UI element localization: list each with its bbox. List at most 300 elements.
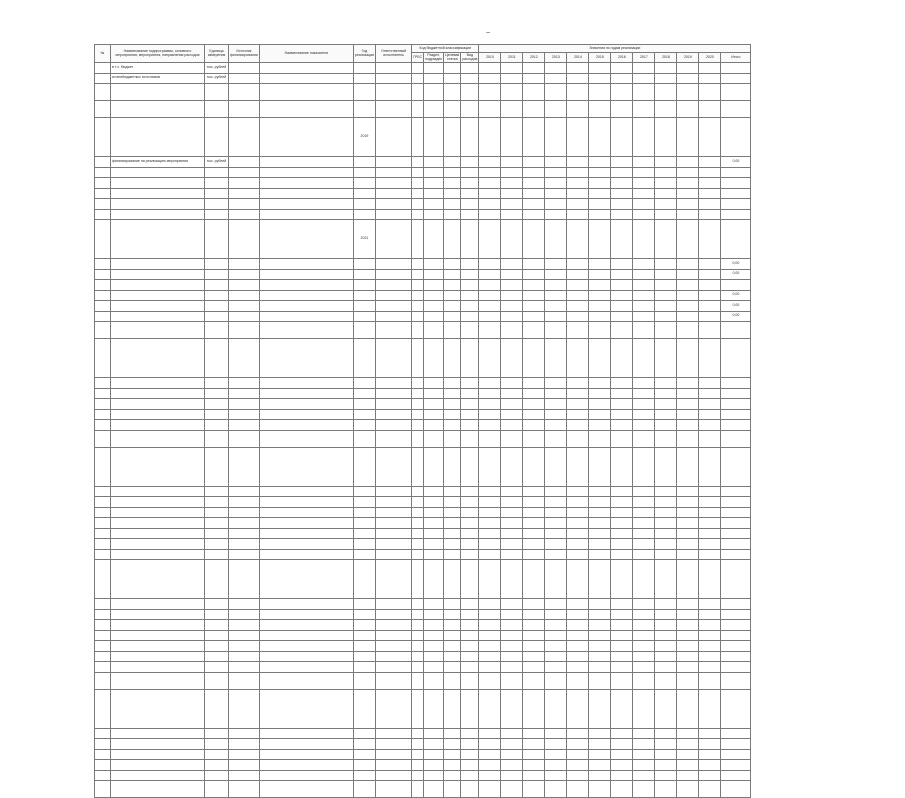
row-value-2015 bbox=[589, 672, 611, 689]
row-value-2010 bbox=[479, 178, 501, 189]
table-row bbox=[95, 447, 751, 486]
table-row bbox=[95, 157, 751, 168]
row-value-2019 bbox=[677, 630, 699, 641]
row-unit bbox=[205, 760, 229, 771]
row-value-2019 bbox=[677, 84, 699, 101]
row-total bbox=[721, 220, 751, 259]
row-expense-type bbox=[461, 486, 479, 497]
row-value-2019 bbox=[677, 672, 699, 689]
row-year bbox=[353, 620, 375, 631]
row-source bbox=[229, 259, 260, 270]
row-value-2017 bbox=[633, 101, 655, 118]
row-value-2019 bbox=[677, 486, 699, 497]
row-value-2012 bbox=[523, 420, 545, 431]
row-value-2015 bbox=[589, 311, 611, 322]
row-target bbox=[444, 399, 461, 410]
row-source bbox=[229, 301, 260, 312]
row-expense-type bbox=[461, 728, 479, 739]
row-indicator bbox=[259, 630, 353, 641]
row-value-2014 bbox=[567, 118, 589, 157]
row-source bbox=[229, 549, 260, 560]
row-executor bbox=[376, 209, 412, 220]
row-value-2017 bbox=[633, 749, 655, 760]
row-value-2010 bbox=[479, 507, 501, 518]
row-section bbox=[424, 178, 444, 189]
row-value-2013 bbox=[545, 73, 567, 84]
row-value-2020 bbox=[699, 399, 721, 410]
row-value-2017 bbox=[633, 620, 655, 631]
row-indicator bbox=[259, 101, 353, 118]
row-source bbox=[229, 447, 260, 486]
row-section bbox=[424, 651, 444, 662]
row-value-2010 bbox=[479, 420, 501, 431]
row-value-2015 bbox=[589, 749, 611, 760]
row-value-2015 bbox=[589, 560, 611, 599]
row-total bbox=[721, 420, 751, 431]
row-executor bbox=[376, 269, 412, 280]
row-value-2012 bbox=[523, 290, 545, 301]
row-value-2010 bbox=[479, 399, 501, 410]
row-num bbox=[95, 549, 111, 560]
row-value-2010 bbox=[479, 770, 501, 781]
row-name bbox=[111, 399, 205, 410]
row-target bbox=[444, 311, 461, 322]
row-value-2010 bbox=[479, 560, 501, 599]
row-value-2019 bbox=[677, 430, 699, 447]
row-value-2013 bbox=[545, 280, 567, 291]
row-value-2020 bbox=[699, 259, 721, 270]
row-unit bbox=[205, 689, 229, 728]
row-value-2016 bbox=[611, 689, 633, 728]
row-value-2012 bbox=[523, 63, 545, 74]
row-value-2020 bbox=[699, 301, 721, 312]
row-year bbox=[353, 301, 375, 312]
row-value-2011 bbox=[501, 749, 523, 760]
row-unit bbox=[205, 301, 229, 312]
header-name: Наименование подпрограммы, основного мероприятия, мероприятия, направления расходов bbox=[111, 45, 205, 63]
row-value-2019 bbox=[677, 549, 699, 560]
table-row bbox=[95, 620, 751, 631]
row-value-2012 bbox=[523, 599, 545, 610]
row-executor bbox=[376, 620, 412, 631]
row-year: 2021 bbox=[353, 220, 375, 259]
table-row bbox=[95, 84, 751, 101]
row-value-2015 bbox=[589, 209, 611, 220]
row-num bbox=[95, 118, 111, 157]
row-value-2019 bbox=[677, 269, 699, 280]
row-num bbox=[95, 84, 111, 101]
row-value-2018 bbox=[655, 672, 677, 689]
row-total bbox=[721, 609, 751, 620]
row-value-2018 bbox=[655, 311, 677, 322]
row-name bbox=[111, 518, 205, 529]
row-indicator bbox=[259, 399, 353, 410]
header-section: Раздел, подраздел bbox=[425, 52, 443, 61]
row-num bbox=[95, 280, 111, 291]
row-value-2018 bbox=[655, 507, 677, 518]
table-row bbox=[95, 290, 751, 301]
row-unit bbox=[205, 528, 229, 539]
row-executor bbox=[376, 311, 412, 322]
row-value-2015 bbox=[589, 630, 611, 641]
row-executor bbox=[376, 63, 412, 74]
row-value-2016 bbox=[611, 167, 633, 178]
row-expense-type bbox=[461, 539, 479, 550]
row-value-2013 bbox=[545, 378, 567, 389]
row-indicator bbox=[259, 620, 353, 631]
row-section bbox=[424, 630, 444, 641]
row-num bbox=[95, 430, 111, 447]
row-value-2015 bbox=[589, 620, 611, 631]
row-value-2017 bbox=[633, 290, 655, 301]
row-name bbox=[111, 118, 205, 157]
row-name bbox=[111, 689, 205, 728]
row-value-2014 bbox=[567, 280, 589, 291]
row-expense-type bbox=[461, 118, 479, 157]
row-source bbox=[229, 157, 260, 168]
row-section bbox=[424, 388, 444, 399]
row-value-2014 bbox=[567, 781, 589, 798]
row-num bbox=[95, 420, 111, 431]
row-target bbox=[444, 599, 461, 610]
row-name bbox=[111, 739, 205, 750]
row-num bbox=[95, 518, 111, 529]
row-year bbox=[353, 378, 375, 389]
row-name bbox=[111, 290, 205, 301]
row-indicator bbox=[259, 301, 353, 312]
row-executor bbox=[376, 420, 412, 431]
row-value-2011 bbox=[501, 388, 523, 399]
row-value-2020 bbox=[699, 728, 721, 739]
row-total bbox=[721, 739, 751, 750]
row-target bbox=[444, 118, 461, 157]
row-value-2018 bbox=[655, 399, 677, 410]
row-value-2012 bbox=[523, 641, 545, 652]
row-value-2011 bbox=[501, 651, 523, 662]
table-row bbox=[95, 118, 751, 157]
row-value-2017 bbox=[633, 599, 655, 610]
row-value-2012 bbox=[523, 609, 545, 620]
row-indicator bbox=[259, 157, 353, 168]
row-grbs bbox=[412, 599, 424, 610]
row-value-2012 bbox=[523, 770, 545, 781]
row-value-2018 bbox=[655, 188, 677, 199]
row-total bbox=[721, 518, 751, 529]
row-total bbox=[721, 651, 751, 662]
row-value-2016 bbox=[611, 770, 633, 781]
row-value-2011 bbox=[501, 549, 523, 560]
row-year bbox=[353, 651, 375, 662]
row-year bbox=[353, 290, 375, 301]
row-value-2010 bbox=[479, 760, 501, 771]
row-unit bbox=[205, 447, 229, 486]
row-value-2015 bbox=[589, 528, 611, 539]
row-source bbox=[229, 630, 260, 641]
row-grbs bbox=[412, 507, 424, 518]
row-expense-type bbox=[461, 269, 479, 280]
row-value-2012 bbox=[523, 178, 545, 189]
row-target bbox=[444, 507, 461, 518]
row-executor bbox=[376, 672, 412, 689]
row-grbs bbox=[412, 178, 424, 189]
row-total bbox=[721, 378, 751, 389]
row-value-2017 bbox=[633, 560, 655, 599]
row-year bbox=[353, 486, 375, 497]
row-value-2014 bbox=[567, 689, 589, 728]
row-value-2010 bbox=[479, 528, 501, 539]
row-value-2014 bbox=[567, 507, 589, 518]
row-value-2015 bbox=[589, 781, 611, 798]
table-row bbox=[95, 188, 751, 199]
row-target bbox=[444, 749, 461, 760]
row-value-2012 bbox=[523, 528, 545, 539]
row-num bbox=[95, 311, 111, 322]
row-value-2013 bbox=[545, 739, 567, 750]
row-value-2017 bbox=[633, 167, 655, 178]
row-section bbox=[424, 311, 444, 322]
row-value-2011 bbox=[501, 157, 523, 168]
row-source bbox=[229, 539, 260, 550]
row-value-2016 bbox=[611, 518, 633, 529]
row-executor bbox=[376, 101, 412, 118]
row-value-2011 bbox=[501, 689, 523, 728]
row-expense-type bbox=[461, 73, 479, 84]
table-row bbox=[95, 749, 751, 760]
row-value-2011 bbox=[501, 518, 523, 529]
row-grbs bbox=[412, 84, 424, 101]
row-value-2010 bbox=[479, 689, 501, 728]
row-value-2016 bbox=[611, 420, 633, 431]
row-grbs bbox=[412, 311, 424, 322]
row-value-2019 bbox=[677, 689, 699, 728]
row-indicator bbox=[259, 672, 353, 689]
row-source bbox=[229, 378, 260, 389]
row-name bbox=[111, 311, 205, 322]
row-value-2020 bbox=[699, 770, 721, 781]
row-name bbox=[111, 486, 205, 497]
row-source bbox=[229, 188, 260, 199]
row-executor bbox=[376, 339, 412, 378]
header-year-2011: 2011 bbox=[501, 53, 523, 63]
row-indicator bbox=[259, 311, 353, 322]
row-section bbox=[424, 497, 444, 508]
row-value-2018 bbox=[655, 760, 677, 771]
row-indicator bbox=[259, 518, 353, 529]
table-row bbox=[95, 388, 751, 399]
row-unit: тыс. рублей bbox=[205, 73, 229, 84]
row-grbs bbox=[412, 651, 424, 662]
row-value-2017 bbox=[633, 609, 655, 620]
row-source bbox=[229, 672, 260, 689]
row-value-2016 bbox=[611, 507, 633, 518]
row-indicator bbox=[259, 269, 353, 280]
row-name bbox=[111, 728, 205, 739]
row-year bbox=[353, 662, 375, 673]
row-executor bbox=[376, 770, 412, 781]
row-value-2013 bbox=[545, 486, 567, 497]
row-unit bbox=[205, 749, 229, 760]
row-value-2017 bbox=[633, 447, 655, 486]
row-year bbox=[353, 167, 375, 178]
row-value-2016 bbox=[611, 739, 633, 750]
row-grbs bbox=[412, 388, 424, 399]
row-value-2013 bbox=[545, 560, 567, 599]
row-value-2014 bbox=[567, 599, 589, 610]
row-year bbox=[353, 84, 375, 101]
row-num bbox=[95, 507, 111, 518]
row-year bbox=[353, 269, 375, 280]
row-year bbox=[353, 399, 375, 410]
table-row bbox=[95, 311, 751, 322]
row-section bbox=[424, 101, 444, 118]
row-executor bbox=[376, 739, 412, 750]
row-value-2015 bbox=[589, 760, 611, 771]
row-value-2015 bbox=[589, 388, 611, 399]
row-value-2017 bbox=[633, 549, 655, 560]
row-num bbox=[95, 220, 111, 259]
row-indicator bbox=[259, 507, 353, 518]
row-value-2011 bbox=[501, 739, 523, 750]
row-value-2011 bbox=[501, 420, 523, 431]
row-value-2016 bbox=[611, 84, 633, 101]
row-value-2018 bbox=[655, 609, 677, 620]
row-target bbox=[444, 630, 461, 641]
row-executor bbox=[376, 560, 412, 599]
row-value-2015 bbox=[589, 651, 611, 662]
row-expense-type bbox=[461, 641, 479, 652]
row-unit bbox=[205, 339, 229, 378]
row-value-2012 bbox=[523, 378, 545, 389]
row-num bbox=[95, 641, 111, 652]
row-value-2015 bbox=[589, 101, 611, 118]
row-source bbox=[229, 749, 260, 760]
row-value-2014 bbox=[567, 560, 589, 599]
row-value-2010 bbox=[479, 651, 501, 662]
row-value-2018 bbox=[655, 447, 677, 486]
row-value-2018 bbox=[655, 178, 677, 189]
row-target bbox=[444, 528, 461, 539]
row-value-2013 bbox=[545, 322, 567, 339]
row-grbs bbox=[412, 322, 424, 339]
row-value-2010 bbox=[479, 199, 501, 210]
row-total bbox=[721, 770, 751, 781]
row-num bbox=[95, 486, 111, 497]
row-unit: тыс. рублей bbox=[205, 157, 229, 168]
row-num bbox=[95, 739, 111, 750]
row-year bbox=[353, 430, 375, 447]
row-executor bbox=[376, 518, 412, 529]
row-num bbox=[95, 689, 111, 728]
row-expense-type bbox=[461, 63, 479, 74]
row-source bbox=[229, 269, 260, 280]
row-value-2020 bbox=[699, 781, 721, 798]
row-value-2016 bbox=[611, 620, 633, 631]
row-value-2017 bbox=[633, 409, 655, 420]
row-expense-type bbox=[461, 409, 479, 420]
row-unit bbox=[205, 430, 229, 447]
row-section bbox=[424, 781, 444, 798]
table-row bbox=[95, 101, 751, 118]
row-total bbox=[721, 781, 751, 798]
row-value-2018 bbox=[655, 209, 677, 220]
row-value-2014 bbox=[567, 63, 589, 74]
row-target bbox=[444, 420, 461, 431]
row-num bbox=[95, 749, 111, 760]
row-expense-type bbox=[461, 599, 479, 610]
row-value-2010 bbox=[479, 749, 501, 760]
row-value-2013 bbox=[545, 662, 567, 673]
row-grbs bbox=[412, 486, 424, 497]
row-num bbox=[95, 497, 111, 508]
row-indicator bbox=[259, 420, 353, 431]
row-value-2015 bbox=[589, 739, 611, 750]
row-value-2016 bbox=[611, 749, 633, 760]
row-value-2015 bbox=[589, 280, 611, 291]
row-value-2018 bbox=[655, 518, 677, 529]
row-name bbox=[111, 84, 205, 101]
row-name bbox=[111, 322, 205, 339]
row-value-2014 bbox=[567, 301, 589, 312]
row-source bbox=[229, 409, 260, 420]
row-grbs bbox=[412, 630, 424, 641]
row-executor bbox=[376, 662, 412, 673]
row-num bbox=[95, 269, 111, 280]
row-value-2013 bbox=[545, 689, 567, 728]
row-value-2015 bbox=[589, 378, 611, 389]
row-value-2012 bbox=[523, 630, 545, 641]
row-value-2020 bbox=[699, 73, 721, 84]
row-source bbox=[229, 651, 260, 662]
row-value-2014 bbox=[567, 339, 589, 378]
row-value-2013 bbox=[545, 620, 567, 631]
row-num bbox=[95, 760, 111, 771]
row-unit bbox=[205, 409, 229, 420]
row-indicator bbox=[259, 339, 353, 378]
row-name bbox=[111, 760, 205, 771]
row-value-2019 bbox=[677, 157, 699, 168]
row-target bbox=[444, 781, 461, 798]
row-value-2020 bbox=[699, 749, 721, 760]
row-value-2011 bbox=[501, 378, 523, 389]
row-year bbox=[353, 518, 375, 529]
row-value-2011 bbox=[501, 188, 523, 199]
row-target bbox=[444, 101, 461, 118]
row-value-2018 bbox=[655, 560, 677, 599]
row-num bbox=[95, 301, 111, 312]
row-value-2020 bbox=[699, 167, 721, 178]
row-target bbox=[444, 641, 461, 652]
row-target bbox=[444, 188, 461, 199]
row-executor bbox=[376, 641, 412, 652]
row-value-2015 bbox=[589, 73, 611, 84]
row-year bbox=[353, 781, 375, 798]
row-value-2013 bbox=[545, 518, 567, 529]
row-value-2018 bbox=[655, 378, 677, 389]
row-grbs bbox=[412, 118, 424, 157]
row-value-2010 bbox=[479, 672, 501, 689]
row-target bbox=[444, 760, 461, 771]
row-expense-type bbox=[461, 609, 479, 620]
row-value-2014 bbox=[567, 770, 589, 781]
row-name bbox=[111, 620, 205, 631]
table-row bbox=[95, 220, 751, 259]
row-value-2016 bbox=[611, 486, 633, 497]
row-name bbox=[111, 209, 205, 220]
row-executor bbox=[376, 651, 412, 662]
row-executor bbox=[376, 399, 412, 410]
row-value-2018 bbox=[655, 430, 677, 447]
row-expense-type bbox=[461, 301, 479, 312]
